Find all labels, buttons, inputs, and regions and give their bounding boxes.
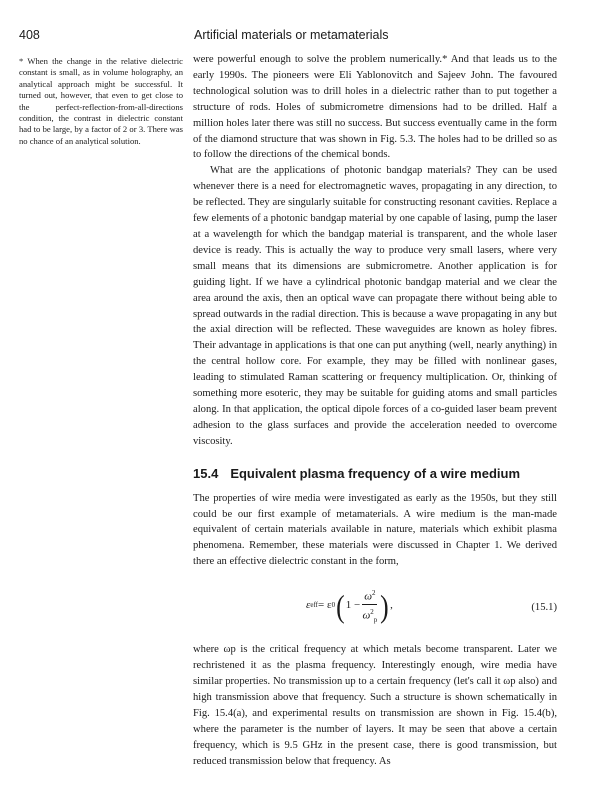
eq-numerator xyxy=(362,586,377,605)
equation-body xyxy=(306,586,393,627)
eq-one-minus: 1 − xyxy=(345,599,361,612)
eq-den-sup: 2 xyxy=(370,607,374,616)
equation-number: (15.1) xyxy=(531,602,557,614)
footnote: * When the change in the relative dielectric constant is small, as in volume holography, an analytical approach might be successful. It turned out, however, that even to get close to the perfect-reflection-from-all-directions condition, the contrast in dielectric constant had to be large, by a factor of 2 or 3. There was no chance of an analytical solution. xyxy=(19,56,183,146)
eq-denominator xyxy=(362,605,377,627)
eq-lhs: ε xyxy=(306,599,311,612)
eq-comma: , xyxy=(390,599,393,612)
section-title: Equivalent plasma frequency of a wire medium xyxy=(230,465,521,481)
page-header xyxy=(19,28,589,48)
eq-equals: = ε xyxy=(318,599,332,612)
eq-eps0-sub: 0 xyxy=(331,601,336,610)
eq-den-sub: p xyxy=(373,615,378,624)
eq-den-omega: ω xyxy=(362,609,371,622)
eq-num-sup: 2 xyxy=(371,589,376,598)
section-heading xyxy=(193,465,557,483)
right-paren: ) xyxy=(380,588,390,625)
eq-lhs-sub: eff xyxy=(310,601,318,610)
body-paragraph-2: What are the applications of photonic bandgap materials? They can be used whenever there is a need for electromagnetic waves, propagating in any direction, to be reflected. They are singularly suitable for constructing resonant cavities. Replace a few elements of a photonic bandgap material by one capable of lasing, pump the laser at a wavelength for which the bandgap material is transparent, and the whole laser device is ready. This is actually the way to produce very small lasers, where very small means that its dimensions are submicrometre. Another application is for guiding light. If we have a cylindrical photonic bandgap material and we clear the area around the axis, then an optical wave can propagate there without being able to spread outwards in the radial direction. This is because a wave propagating in any but the axial direction will be reflected. These waveguides are known as holey fibres. Their advantage in applications is that one can put anything (well, nearly anything) in the central hollow core. For example, they may be filled with nonlinear gases, leading to stimulated Raman scattering or frequency multiplication. Or, thinking of something more esoteric, they may be suitable for guiding atoms and small particles along. In that application, the optical dipole forces of a co-guided laser beam prevent adhesion to the glass surfaces and provide the acceleration needed to overcome viscosity. xyxy=(193,165,557,447)
section-number: 15.4 xyxy=(193,465,219,481)
section-paragraph-1: The properties of wire media were investigated as early as the 1950s, but they still could be our first example of metamaterials. A wire medium is the man-made equivalent of certain materials available in nature, materials which exhibit plasma phenomena. Remember, these materials were discussed in Chapter 1. We derived there an effective dielectric constant in the form, xyxy=(193,492,557,568)
section-paragraph-2: where ωp is the critical frequency at which metals become transparent. Later we rechristened it as the plasma frequency. Interestingly enough, wire media have similar properties. No transmission up to a certain frequency (let's call it ωp also) and high transmission above that frequency. Such a structure is shown schematically in Fig. 15.4(a), and experimental results on transmission are shown in Fig. 15.4(b), where the parameter is the number of layers. It may be seen that above a certain frequency, which is 9.5 GHz in the present case, there is good transmission, but reduced transmission below that frequency. As xyxy=(193,644,557,767)
left-paren: ( xyxy=(336,588,345,625)
body-paragraph-1: were powerful enough to solve the problem numerically.* And that leads us to the early 1990s. The pioneers were Eli Yablonovitch and Sajeev John. The favoured technological solution was to drill holes in a dielectric rather than to put together a structure of rods. Holes of submicrometre dimensions had to be drilled. Half a million holes later there was still no success. But success eventually came in the form of the diamond structure that was shown in Fig. 5.3. The holes had to be drilled so as to follow the directions of the chemical bonds. xyxy=(193,54,557,161)
eq-fraction xyxy=(362,586,377,627)
equation-15-1 xyxy=(193,578,557,636)
page-number: 408 xyxy=(19,28,40,42)
running-head: Artificial materials or metamaterials xyxy=(194,28,389,42)
eq-num-omega: ω xyxy=(364,590,372,603)
main-text xyxy=(193,52,557,769)
